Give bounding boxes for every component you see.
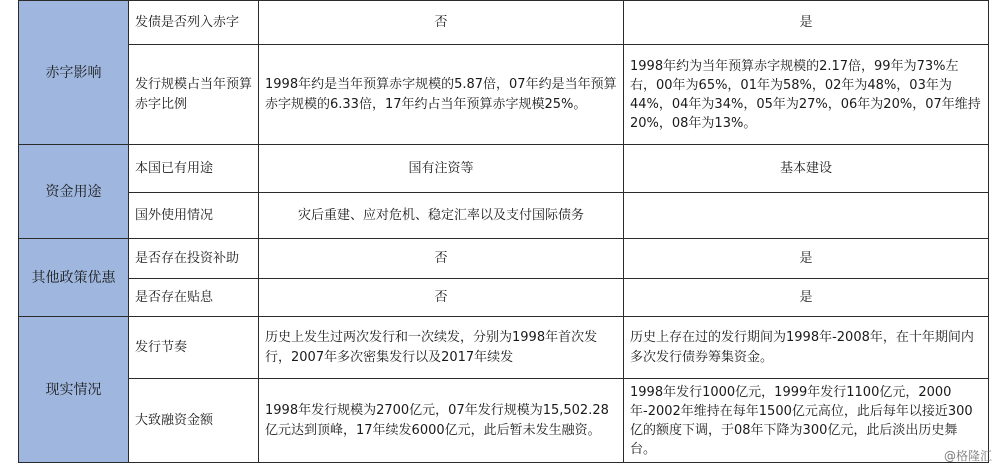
category-reality: 现实情况 [19,317,129,463]
cell-col2: 1998年发行1000亿元，1999年发行1100亿元，2000年-2002年维持在每年1500亿元高位，此后每年以接近300亿的额度下调，于08年下降为300亿元，此后淡出历史舞台。 [624,379,989,463]
cell-col2: 是 [624,1,989,45]
cell-col1: 1998年发行规模为2700亿元，07年发行规模为15,502.28亿元达到顶峰，17年续发6000亿元，此后暂未发生融资。 [259,379,624,463]
table-row [19,1,989,45]
row-label: 发行规模占当年预算赤字比例 [129,45,259,145]
watermark: @格隆汇 [943,449,992,463]
row-label: 发行节奏 [129,317,259,379]
cell-col2: 1998年约为当年预算赤字规模的2.17倍，99年为73%左右，00年为65%，01年为58%，02年为48%，03年为44%，04年为34%，05年为27%，06年为20%，07年维持20%，08年为13%。 [624,45,989,145]
row-label: 发债是否列入赤字 [129,1,259,45]
cell-col2 [624,193,989,239]
table-row [19,239,989,279]
table-row [19,145,989,193]
cell-col1: 否 [259,239,624,279]
cell-col2: 历史上存在过的发行期间为1998年-2008年，在十年期间内多次发行债券筹集资金。 [624,317,989,379]
row-label: 本国已有用途 [129,145,259,193]
category-deficit-impact: 赤字影响 [19,1,129,145]
cell-col1: 灾后重建、应对危机、稳定汇率以及支付国际债务 [259,193,624,239]
table-row [19,45,989,145]
comparison-table [18,0,989,463]
row-label: 大致融资金额 [129,379,259,463]
table-row [19,317,989,379]
cell-col1: 否 [259,279,624,317]
cell-col2: 是 [624,279,989,317]
cell-col2: 是 [624,239,989,279]
cell-col1: 国有注资等 [259,145,624,193]
category-policy-benefits: 其他政策优惠 [19,239,129,317]
table-row [19,379,989,463]
cell-col2: 基本建设 [624,145,989,193]
table-row [19,193,989,239]
row-label: 国外使用情况 [129,193,259,239]
row-label: 是否存在贴息 [129,279,259,317]
category-fund-usage: 资金用途 [19,145,129,239]
cell-col1: 历史上发生过两次发行和一次续发，分别为1998年首次发行，2007年多次密集发行以及2017年续发 [259,317,624,379]
row-label: 是否存在投资补助 [129,239,259,279]
cell-col1: 1998年约是当年预算赤字规模的5.87倍，07年约是当年预算赤字规模的6.33倍，17年约占当年预算赤字规模25%。 [259,45,624,145]
cell-col1: 否 [259,1,624,45]
table-row [19,279,989,317]
